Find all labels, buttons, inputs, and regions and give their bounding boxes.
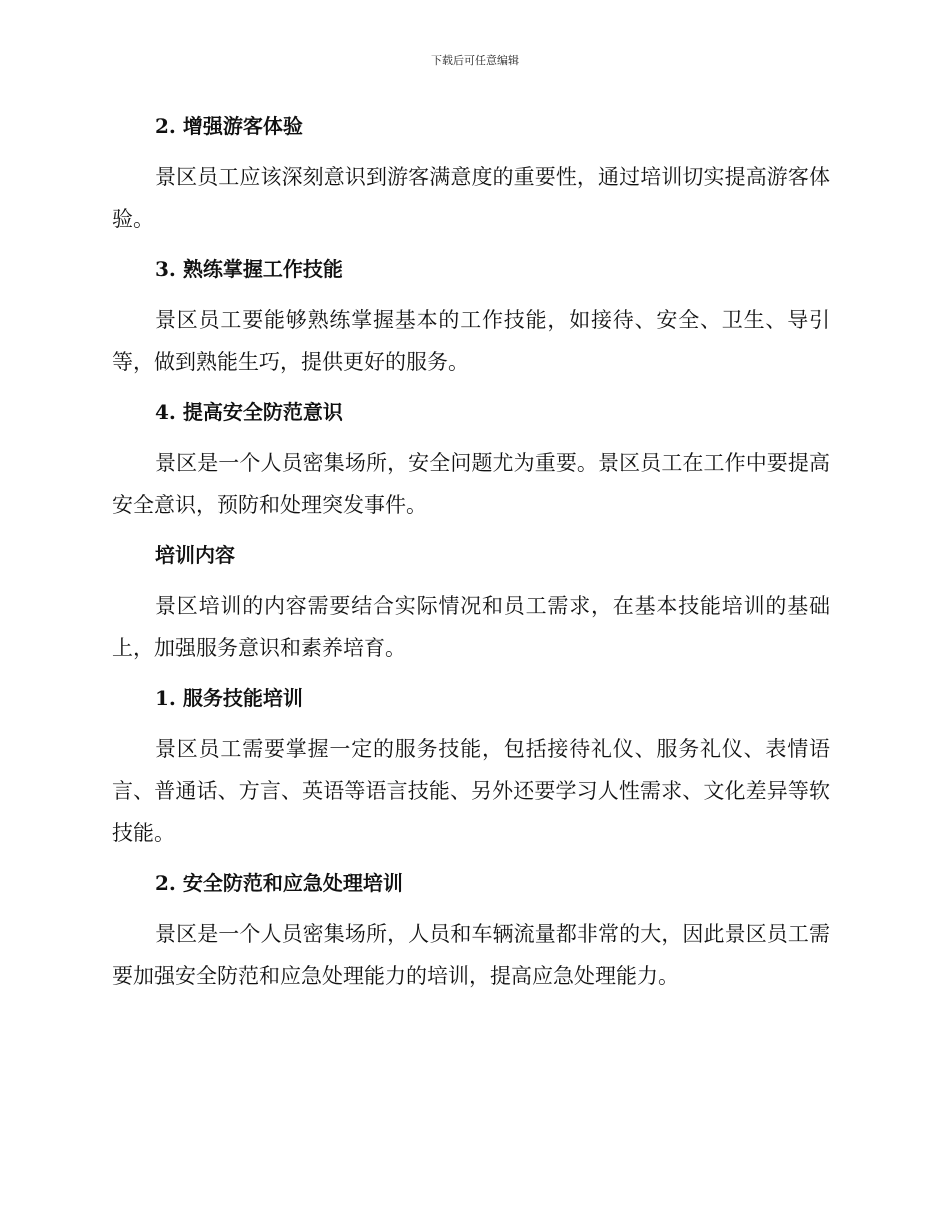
section-heading-safety-awareness: 4. 提高安全防范意识 xyxy=(155,400,343,424)
paragraph-safety-awareness: 景区是一个人员密集场所，安全问题尤为重要。景区员工在工作中要提高安全意识，预防和处理突发事件。 xyxy=(112,451,830,517)
paragraph-safety-emergency-training: 景区是一个人员密集场所，人员和车辆流量都非常的大，因此景区员工需要加强安全防范和应急处理能力的培训，提高应急处理能力。 xyxy=(112,922,830,988)
document-body xyxy=(112,108,830,997)
paragraph-work-skills: 景区员工要能够熟练掌握基本的工作技能，如接待、安全、卫生、导引等，做到熟能生巧，提供更好的服务。 xyxy=(112,308,830,374)
section-heading-training-content: 培训内容 xyxy=(155,543,235,567)
page-header: 下载后可任意编辑 xyxy=(431,54,519,67)
paragraph-service-skills-training: 景区员工需要掌握一定的服务技能，包括接待礼仪、服务礼仪、表情语言、普通话、方言、英语等语言技能、另外还要学习人性需求、文化差异等软技能。 xyxy=(112,737,830,845)
paragraph-training-content: 景区培训的内容需要结合实际情况和员工需求，在基本技能培训的基础上，加强服务意识和素养培育。 xyxy=(112,594,830,660)
section-heading-work-skills: 3. 熟练掌握工作技能 xyxy=(155,257,343,281)
section-heading-service-skills-training: 1. 服务技能培训 xyxy=(155,686,303,710)
paragraph-visitor-experience: 景区员工应该深刻意识到游客满意度的重要性，通过培训切实提高游客体验。 xyxy=(112,165,830,231)
section-heading-safety-emergency-training: 2. 安全防范和应急处理培训 xyxy=(155,871,403,895)
section-heading-enhance-visitor-experience: 2. 增强游客体验 xyxy=(155,114,303,138)
